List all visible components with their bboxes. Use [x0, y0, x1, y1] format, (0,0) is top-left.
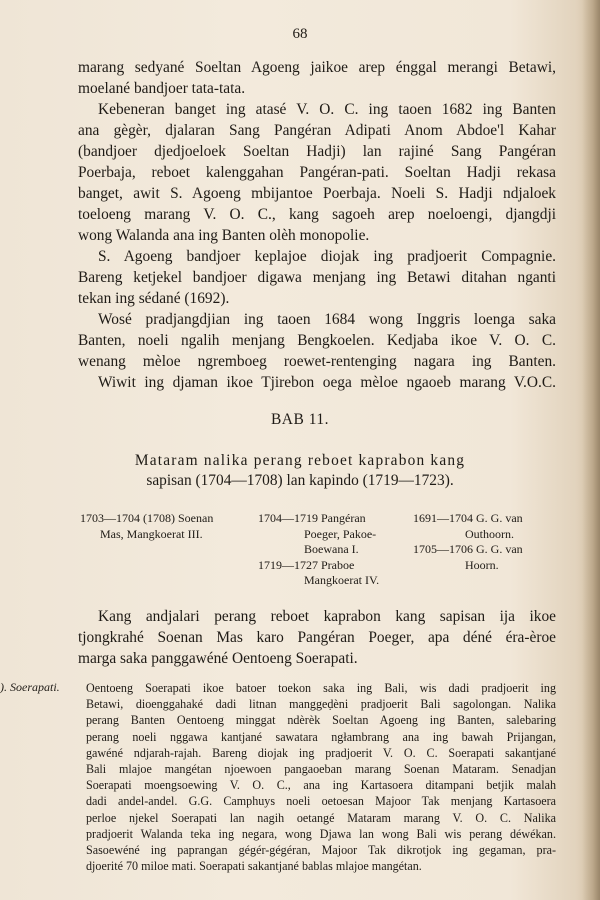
footnote-label: ). Soerapati.	[0, 680, 60, 694]
text-line: Bareng ketjekel bandjoer digawa menjang ing Betawi ditahan nganti	[78, 269, 556, 286]
body-text	[78, 57, 556, 393]
footnote-line: Bali mlajoe mangétan njoewoen pangaoeban marang Soenan Mataram. Senadjan	[86, 762, 556, 777]
chronology-entry: Mangkoerat IV.	[304, 573, 380, 587]
chronology-entry: 1703—1704 (1708) Soenan	[80, 511, 214, 525]
footnote-line: Betawi, dioenggahaké dadi litnan manggeḍèni pradjoerit Bali sagolongan. Nalika	[86, 697, 556, 712]
footnote-line: Soerapati moengsoewing V. O. C., ana ing Kartasoera ditampani betjik malah	[86, 778, 556, 793]
text-line: banget, awit S. Agoeng mbijantoe Poerbaja. Noeli S. Hadji ndjaloek	[78, 185, 556, 202]
text-line: Poerbaja, reboet kalenggahan Pangéran-pati. Soeltan Hadji rekasa	[78, 164, 556, 181]
text-line: wong Walanda ana ing Banten olèh monopolie.	[78, 227, 370, 244]
page-edge-shadow	[582, 0, 600, 900]
text-line: wenang mèloe ngremboeg roewet-rentenging nagara ing Banten.	[78, 353, 556, 370]
text-line: moelané bandjoer tata-tata.	[78, 80, 246, 97]
chronology-entry: Mas, Mangkoerat III.	[100, 526, 203, 541]
intro-paragraph	[78, 606, 556, 669]
chronology-entry: Boewana I.	[304, 542, 359, 556]
text-line: tekan ing sédané (1692).	[78, 290, 230, 307]
chapter-title-line: Mataram nalika perang reboet kaprabon kang	[134, 452, 466, 469]
footnote-line: djoerité 70 miloe mati. Soerapati sakantjané bablas mlajoe mangétan.	[86, 859, 422, 874]
text-line: Kang andjalari perang reboet kaprabon kang sapisan ija ikoe	[98, 608, 556, 625]
footnote-line: dadi andel-andel. G.G. Camphuys noeli oetoesan Majoor Tak menjang Kartasoera	[86, 794, 556, 809]
text-line: marga saka panggawéné Oentoeng Soerapati.	[78, 650, 358, 667]
footnote-line: perang Banten Oentoeng minggat ndèrèk Soeltan Agoeng ing Banten, salebaring	[86, 713, 556, 728]
chapter-title-line: sapisan (1704—1708) lan kapindo (1719—1723).	[146, 472, 454, 489]
text-line: Banten, noeli ngalih menjang Bengkoelen. Kedjaba ikoe V. O. C.	[78, 332, 556, 349]
chronology-column-2	[258, 511, 379, 589]
footnote-line: perloe njekel Soerapati lan nagih oetangé Mataram marang V. O. C. Nalika	[86, 810, 556, 825]
chapter-title	[0, 451, 600, 491]
chronology-entry: 1705—1706 G. G. van	[413, 542, 523, 556]
text-line: S. Agoeng bandjoer keplajoe diojak ing pradjoerit Compagnie.	[98, 248, 556, 265]
chronology-column-3	[413, 511, 523, 573]
text-line: Wosé pradjangdjian ing taoen 1684 wong Inggris loenga saka	[98, 311, 556, 328]
footnote-line: Sasoewéné ing paprangan gégér-gégéran, Majoor Tak dikrotjok ing gegaman, pra-	[86, 843, 556, 858]
chronology-entry: Outhoorn.	[465, 526, 514, 541]
text-line: Kebeneran banget ing atasé V. O. C. ing taoen 1682 ing Banten	[98, 101, 556, 118]
chronology-entry: 1719—1727 Praboe	[258, 557, 355, 572]
text-line: tjongkrahé Soenan Mas karo Pangéran Poeger, apa déné éra-èroe	[78, 629, 556, 646]
text-line: ana gègèr, djalaran Sang Pangéran Adipati Anom Abdoe'l Kahar	[78, 122, 556, 139]
footnote-line: perang noeli nggawa kantjané sawatara ngłambrang ana ing bawah Prijangan,	[86, 729, 556, 744]
footnote-line: Oentoeng Soerapati ikoe batoer toekon saka ing Bali, wis dadi pradjoerit ing	[86, 681, 556, 695]
footnote-line: pradjoerit Walanda teka ing negara, wong Djawa lan wong Bali wis perang déwékan.	[86, 826, 556, 841]
chronology-entry: Poeger, Pakoe-	[304, 526, 377, 541]
chronology-entry: 1704—1719 Pangéran	[258, 511, 366, 525]
footnote-text	[86, 680, 556, 874]
text-line: marang sedyané Soeltan Agoeng jaikoe arep énggal merangi Betawi,	[78, 59, 556, 76]
chronology-entry: Hoorn.	[465, 557, 499, 572]
footnote-line: gawéné ndjarah-rajah. Bareng diojak ing pradjoerit V. O. C. Soerapati sakantjané	[86, 745, 556, 760]
chronology-entry: 1691—1704 G. G. van	[413, 511, 523, 525]
text-line: (bandjoer djedjoeloek Soeltan Hadji) lan rajiné Sang Pangéran	[78, 143, 556, 160]
page-number: 68	[292, 26, 308, 42]
chronology-column-1	[80, 511, 213, 542]
chapter-heading: BAB 11.	[270, 411, 330, 428]
text-line: toeloeng marang V. O. C., kang sagoeh arep noeloengi, djangdji	[78, 206, 556, 223]
text-line: Wiwit ing djaman ikoe Tjirebon oega mèloe ngaoeb marang V.O.C.	[98, 374, 556, 391]
